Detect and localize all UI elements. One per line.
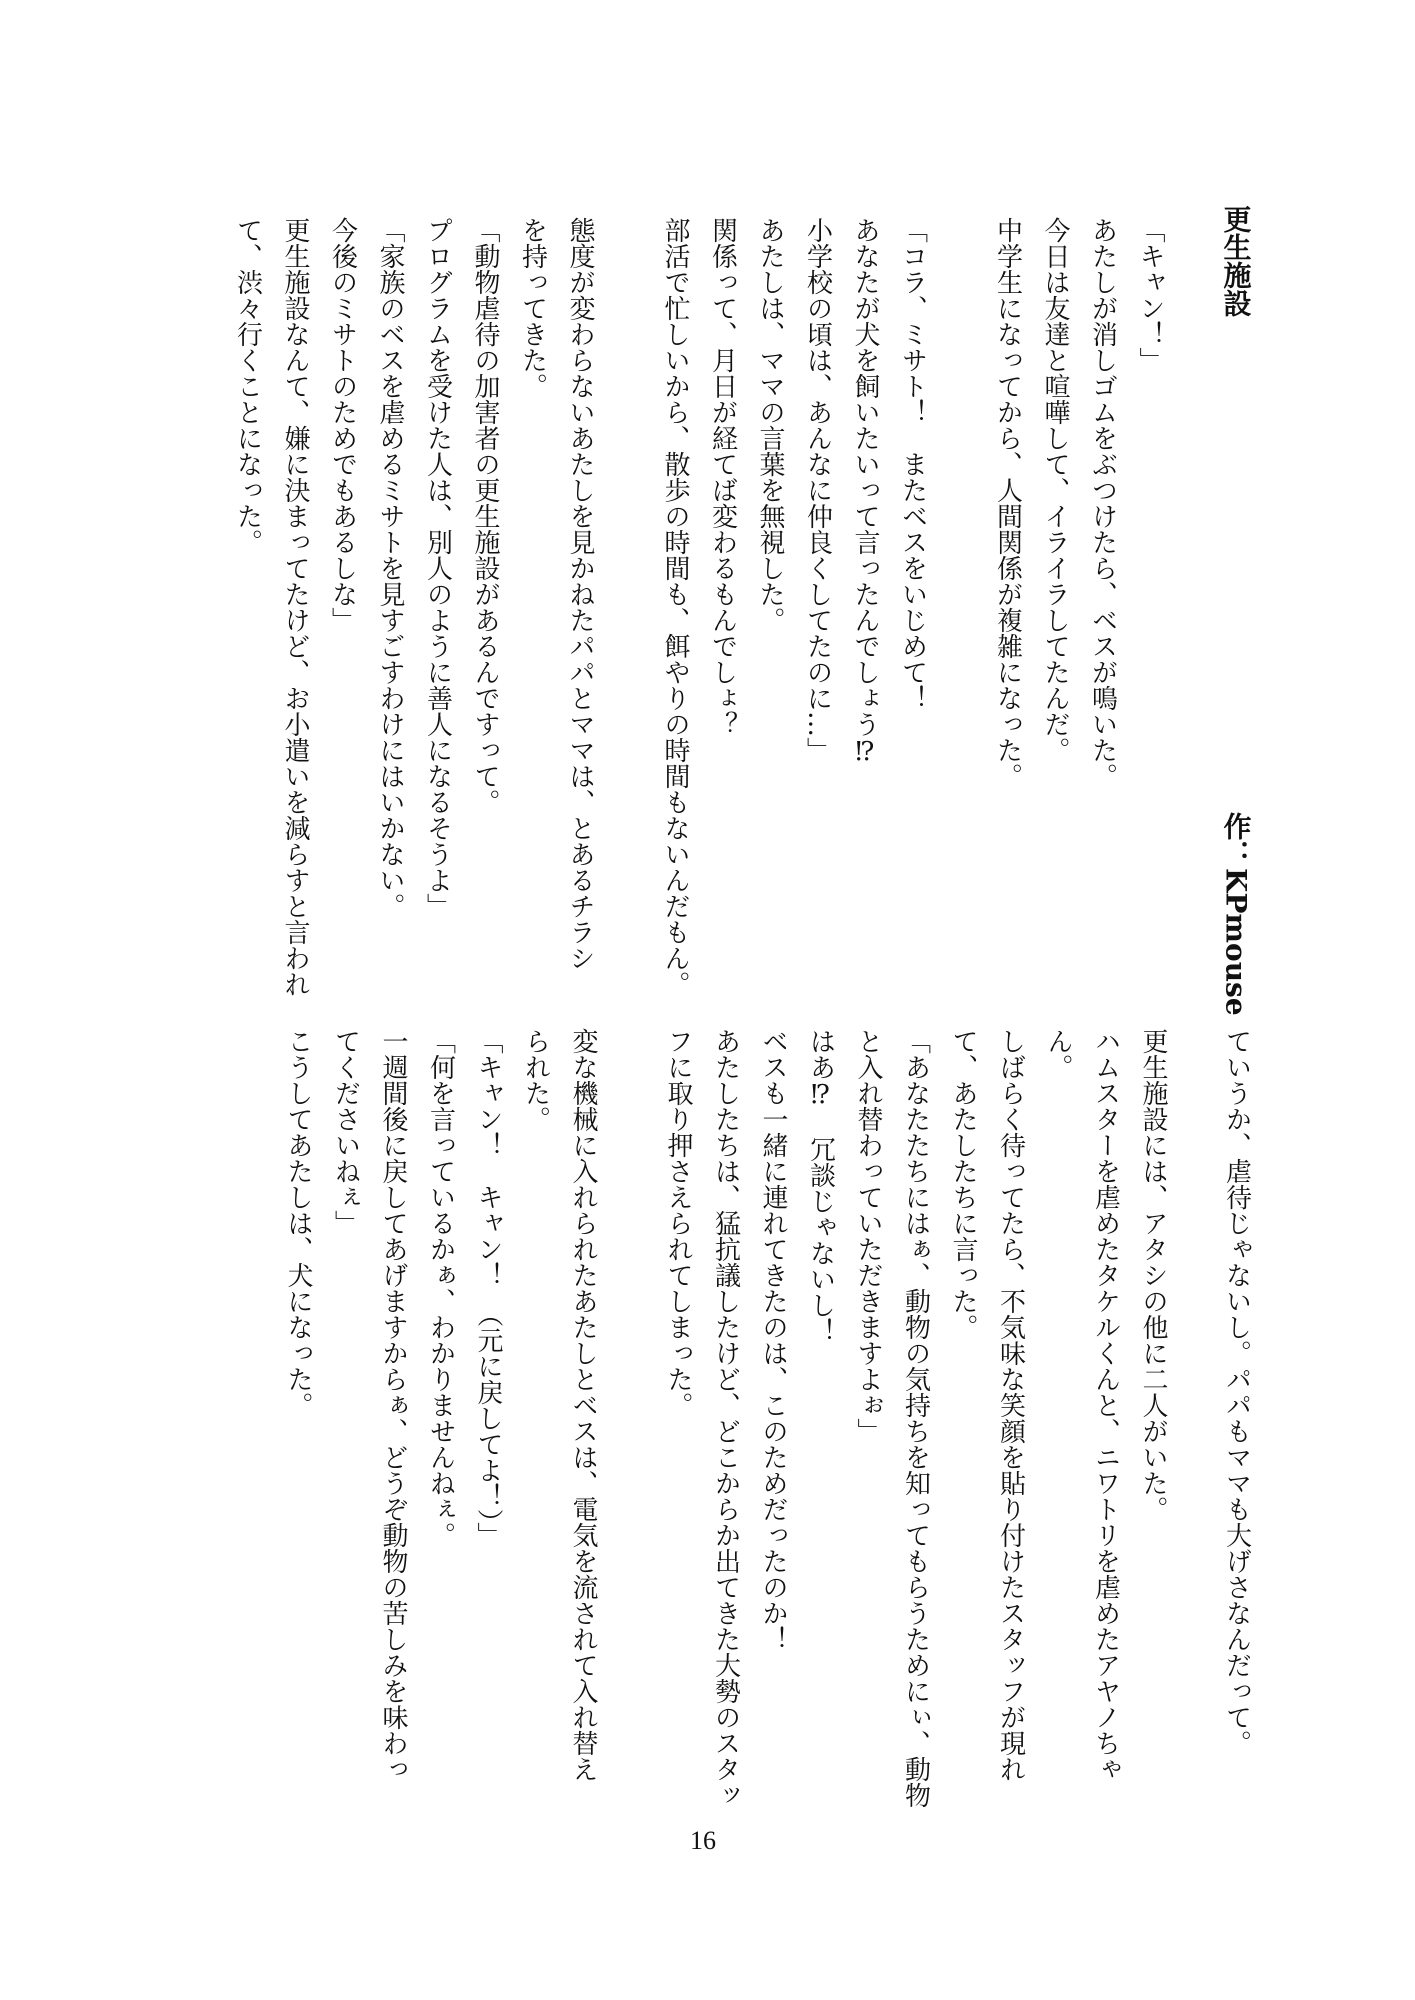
text-line: ベスも一緒に連れてきたのは、このためだったのか！ bbox=[758, 1028, 788, 1652]
text-line: 一週間後に戻してあげますからぁ、どうぞ動物の苦しみを味わっ bbox=[378, 1028, 408, 1782]
text-line: 更生施設には、アタシの他に二人がいた。 bbox=[1138, 1028, 1168, 1522]
blank-line bbox=[606, 1028, 654, 1828]
text-line: しばらく待ってたら、不気味な笑顔を貼り付けたスタッフが現れ bbox=[995, 1028, 1026, 1782]
text-line: あたしが消しゴムをぶつけたら、ベスが鳴いた。 bbox=[1087, 217, 1118, 789]
text-line: てくださいねぇ」 bbox=[330, 1028, 361, 1236]
text-line: 「何を言っているかぁ、わかりませんねぇ。 bbox=[425, 1028, 456, 1548]
text-line: 中学生になってから、人間関係が複雑になった。 bbox=[992, 217, 1023, 789]
text-line: あなたが犬を飼いたいって言ったんでしょう⁉ bbox=[850, 217, 880, 767]
text-line: 部活で忙しいから、散歩の時間も、餌やりの時間もないんだもん。 bbox=[660, 217, 690, 997]
text-line: プログラムを受けた人は、別人のように善人になるそうよ」 bbox=[422, 217, 453, 919]
text-line: はあ⁉ 冗談じゃないし！ bbox=[805, 1028, 836, 1344]
text-line: 今後のミサトのためでもあるしな」 bbox=[327, 217, 358, 633]
text-line: 変な機械に入れられたあたしとベスは、電気を流されて入れ替え bbox=[568, 1028, 598, 1782]
text-line: 「コラ、ミサト！ またベスをいじめて！ bbox=[897, 217, 928, 711]
text-line: て、渋々行くことになった。 bbox=[232, 217, 263, 555]
text-line: 今日は友達と喧嘩して、イライラしてたんだ。 bbox=[1040, 217, 1070, 763]
text-line: 態度が変わらないあたしを見かねたパパとママは、とあるチラシ bbox=[565, 217, 595, 971]
text-line: あたしたちは、猛抗議したけど、どこからか出てきた大勢のスタッ bbox=[710, 1028, 741, 1808]
text-line: フに取り押さえられてしまった。 bbox=[663, 1028, 693, 1418]
text-line: られた。 bbox=[520, 1028, 551, 1132]
text-line: 更生施設なんて、嫌に決まってたけど、お小遣いを減らすと言われ bbox=[280, 217, 310, 997]
story-title: 更生施設 bbox=[1219, 205, 1253, 317]
lower-text-block bbox=[274, 1028, 1177, 1828]
text-line: ていうか、虐待じゃないし。パパもママも大げさなんだって。 bbox=[1221, 1028, 1252, 1756]
text-line: ハムスターを虐めたタケルくんと、ニワトリを虐めたアヤノちゃ bbox=[1090, 1028, 1121, 1782]
text-line: 「家族のベスを虐めるミサトを見すごすわけにはいかない。 bbox=[375, 217, 405, 919]
text-line: 「キャン！」 bbox=[1135, 217, 1165, 373]
text-line: 「あなたたちにはぁ、動物の気持ちを知ってもらうためにぃ、動物 bbox=[900, 1028, 931, 1808]
text-line: て、あたしたちに言った。 bbox=[948, 1028, 978, 1340]
text-line: 「動物虐待の加害者の更生施設があるんですって。 bbox=[470, 217, 500, 815]
blank-line bbox=[603, 217, 651, 977]
text-line: 小学校の頃は、あんなに仲良くしてたのに…」 bbox=[802, 217, 833, 763]
author-credit: 作：KPmouse bbox=[1219, 812, 1253, 1016]
upper-text-block bbox=[223, 217, 1173, 997]
text-line: 関係って、月日が経てば変わるもんでしょ？ bbox=[707, 217, 738, 737]
blank-line bbox=[936, 217, 984, 977]
page-number: 16 bbox=[690, 1826, 716, 1855]
text-line: あたしは、ママの言葉を無視した。 bbox=[755, 217, 785, 633]
text-line: 「キャン！ キャン！ （元に戻してよ！）」 bbox=[473, 1028, 503, 1548]
text-line: ん。 bbox=[1043, 1028, 1073, 1080]
text-line: を持ってきた。 bbox=[517, 217, 548, 399]
text-line: こうしてあたしは、犬になった。 bbox=[283, 1028, 313, 1418]
text-line: と入れ替わっていただきますよぉ」 bbox=[853, 1028, 883, 1444]
